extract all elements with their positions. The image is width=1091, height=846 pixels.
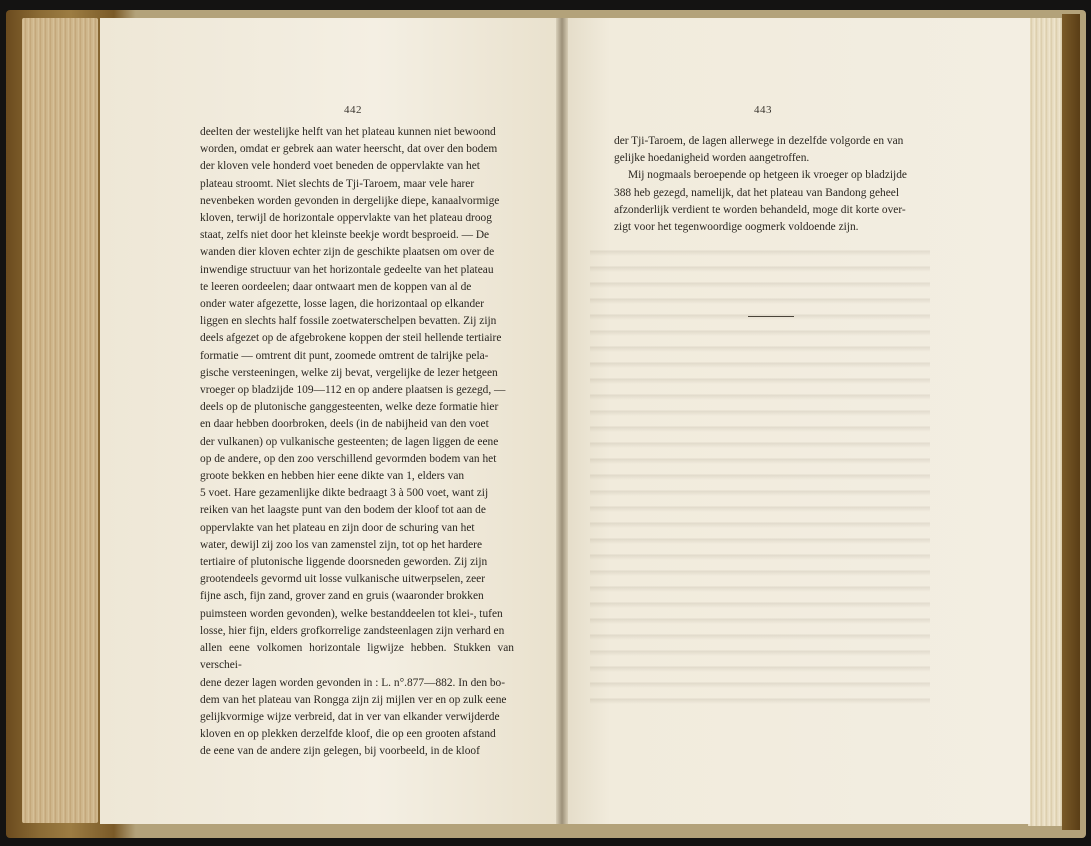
text-line: gelijke hoedanigheid worden aangetroffen. <box>614 152 810 165</box>
left-page-body <box>200 124 514 761</box>
page-edges-left <box>22 18 98 823</box>
text-line: gische versteeningen, welke zij bevat, vergelijke de lezer hetgeen <box>200 366 498 379</box>
text-line: formatie — omtrent dit punt, zoomede omtrent de talrijke pela- <box>200 349 489 362</box>
text-line: deelten der westelijke helft van het plateau kunnen niet bewoond <box>200 126 496 138</box>
text-line: tertiaire of plutonische liggende doorsneden geworden. Zij zijn <box>200 556 488 569</box>
text-line: reiken van het laagste punt van den bodem der kloof tot aan de <box>200 504 486 517</box>
left-page-number: 442 <box>344 104 362 116</box>
text-line: onder water afgezette, losse lagen, die horizontaal op elkander <box>200 298 485 311</box>
page-edges-right <box>1028 18 1066 826</box>
text-line: dem van het plateau van Rongga zijn zij mijlen ver en op zulk eene <box>200 693 507 706</box>
text-line: afzonderlijk verdient te worden behandeld, moge dit korte over- <box>614 203 906 216</box>
text-line: kloven, terwijl de horizontale oppervlakte van het plateau droog <box>200 212 492 225</box>
text-line: inwendige structuur van het horizontale gedeelte van het plateau <box>200 263 494 276</box>
text-line: 388 heb gezegd, namelijk, dat het plateau van Bandong geheel <box>614 186 899 199</box>
text-line: dene dezer lagen worden gevonden in : L. n°.877—882. In den bo- <box>200 676 506 689</box>
text-line: plateau stroomt. Niet slechts de Tji-Taroem, maar vele harer <box>200 177 475 190</box>
text-line: wanden dier kloven echter zijn de geschikte plaatsen om over de <box>200 246 495 259</box>
text-line: groote bekken en hebben hier eene dikte van 1, elders van <box>200 470 465 483</box>
text-line: der vulkanen) op vulkanische gesteenten; de lagen liggen de eene <box>200 435 499 448</box>
text-line: op de andere, op den zoo verschillend gevormden bodem van het <box>200 452 497 465</box>
right-page-number: 443 <box>754 104 772 116</box>
text-line: en daar hebben doorbroken, deels (in de nabijheid van den voet <box>200 418 489 431</box>
text-line: vroeger op bladzijde 109—112 en op andere plaatsen is gezegd, — <box>200 384 506 397</box>
text-line: allen eene volkomen horizontale ligwijze hebben. Stukken van verschei- <box>200 642 514 672</box>
text-line: losse, hier fijn, elders grofkorrelige zandsteenlagen zijn verhard en <box>200 624 505 637</box>
text-line: der kloven vele honderd voet beneden de oppervlakte van het <box>200 160 480 173</box>
text-line: kloven en op plekken derzelfde kloof, die op een grooten afstand <box>200 728 496 741</box>
text-line: puimsteen worden gevonden), welke bestanddeelen tot klei-, tufen <box>200 607 503 620</box>
text-line: 5 voet. Hare gezamenlijke dikte bedraagt 3 à 500 voet, want zij <box>200 487 489 500</box>
book-gutter <box>556 18 568 824</box>
text-line: te leeren oordeelen; daar ontwaart men de koppen van al de <box>200 280 472 293</box>
text-line: deels afgezet op de afgebrokene koppen der steil hellende tertiaire <box>200 332 502 345</box>
text-line: Mij nogmaals beroepende op hetgeen ik vroeger op bladzijde <box>628 169 907 182</box>
text-line: oppervlakte van het plateau en zijn door de schuring van het <box>200 521 475 534</box>
text-line: grootendeels gevormd uit losse vulkanische uitwerpselen, zeer <box>200 573 485 586</box>
text-line: worden, omdat er gebrek aan water heerscht, dat over den bodem <box>200 143 498 156</box>
text-line: fijne asch, fijn zand, grover zand en gruis (waaronder brokken <box>200 590 484 603</box>
text-line: deels op de plutonische ganggesteenten, welke deze formatie hier <box>200 401 499 414</box>
right-page-body <box>614 133 926 236</box>
text-line: zigt voor het tegenwoordige oogmerk voldoende zijn. <box>614 221 859 234</box>
text-line: water, dewijl zij zoo los van zamenstel zijn, tot op het hardere <box>200 538 482 551</box>
text-line: liggen en slechts half fossile zoetwaterschelpen bevatten. Zij zijn <box>200 315 497 328</box>
bleed-through-text <box>590 240 930 710</box>
text-line: staat, zelfs niet door het kleinste beekje wordt besproeid. — De <box>200 229 490 242</box>
text-line: der Tji-Taroem, de lagen allerwege in dezelfde volgorde en van <box>614 135 904 147</box>
book-spine-right <box>1062 14 1080 830</box>
text-line: nevenbeken worden gevonden in dergelijke diepe, kanaalvormige <box>200 194 500 207</box>
text-line: de eene van de andere zijn gelegen, bij voorbeeld, in de kloof <box>200 745 480 758</box>
section-divider <box>748 316 794 317</box>
text-line: gelijkvormige wijze verbreid, dat in ver van elkander verwijderde <box>200 710 500 723</box>
